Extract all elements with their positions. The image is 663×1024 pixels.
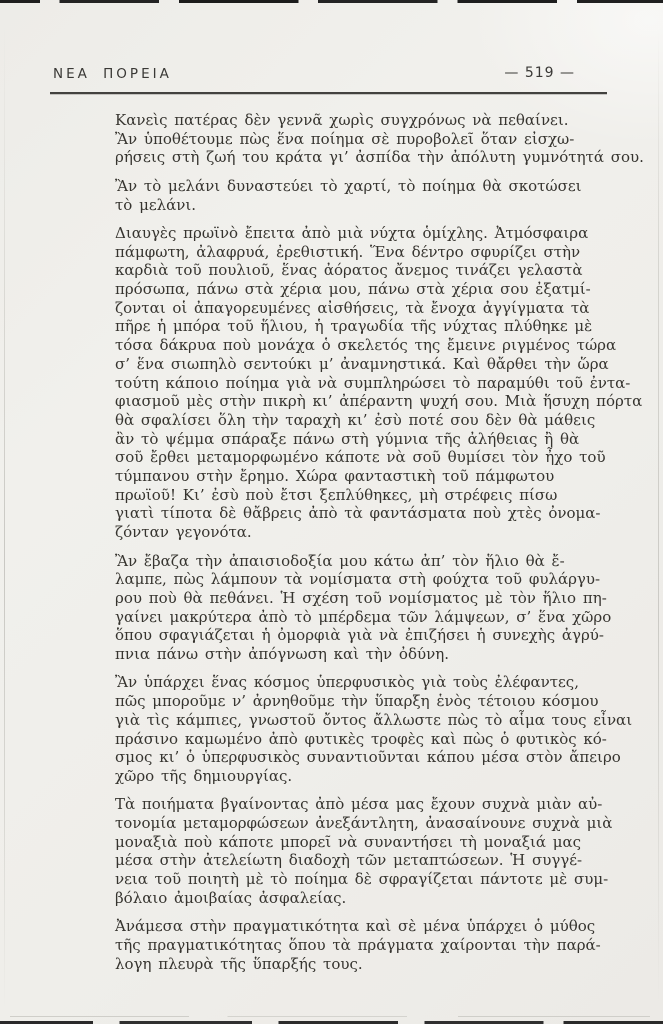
- text-line: λογη πλευρὰ τῆς ὕπαρξής τους.: [115, 954, 363, 973]
- text-line: θὰ σφαλίσει ὅλη τὴν ταραχὴ κι’ ἐσὺ ποτέ σου δὲν θὰ μάθεις: [115, 410, 596, 429]
- paragraph: [115, 224, 643, 542]
- paragraph: [115, 673, 633, 785]
- text-line: ρήσεις στὴ ζωή του κράτα γι’ ἀσπίδα τὴν ἀπόλυτη γυμνότητά σου.: [115, 148, 644, 167]
- text-line: μοναξιὰ ποὺ κάποτε μπορεῖ νὰ συναντήσει τὴ μοναξιά μας: [115, 832, 582, 851]
- text-line: μέσα στὴν ἀτελείωτη διαδοχὴ τῶν μεταπτώσεων. Ἡ συγγέ-: [115, 851, 583, 870]
- text-line: Τὰ ποιήματα βγαίνοντας ἀπὸ μέσα μας ἔχουν συχνὰ μιὰν αὐ-: [115, 795, 603, 814]
- text-line: γιατὶ τίποτα δὲ θἄβρεις ἀπὸ τὰ φαντάσματα ποὺ χτὲς ὀνομα-: [115, 504, 601, 523]
- text-line: πάμφωτη, ἀλαφρυά, ἐρεθιστική. Ἕνα δέντρο σφυρίζει στὴν: [115, 242, 581, 261]
- paragraph: [115, 177, 615, 214]
- journal-title: ΝΕΑ ΠΟΡΕΙΑ: [53, 66, 172, 82]
- text-line: ἂν τὸ ψέμμα σπάραξε πάνω στὴ γύμνια τῆς ἀλήθειας ἢ θὰ: [115, 429, 580, 448]
- text-line: πράσινο καμωμένο ἀπὸ φυτικὲς τροφὲς καὶ πὼς ὁ φυτικὸς κό-: [115, 729, 607, 748]
- text-line: σ’ ἕνα σιωπηλὸ σεντούκι μ’ ἀναμνηστικά. Καὶ θἄρθει τὴν ὥρα: [115, 354, 609, 373]
- scan-edge-bottom-faint: [10, 1016, 650, 1017]
- text-line: γαίνει μακρύτερα ἀπὸ τὸ μπέρδεμα τῶν λάμψεων, σ’ ἕνα χῶρο: [115, 607, 612, 626]
- text-line: φιασμοῦ μὲς στὴν πικρὴ κι’ ἀπέραντη ψυχή σου. Μιὰ ἥσυχη πόρτα: [115, 392, 643, 411]
- text-line: ρου ποὺ θὰ πεθάνει. Ἡ σχέση τοῦ νομίσματος μὲ τὸν ἥλιο πη-: [115, 588, 607, 607]
- text-line: σοῦ ἔρθει μεταμορφωμένο κάποτε νὰ σοῦ θυμίσει τὸν ἦχο τοῦ: [115, 448, 606, 467]
- text-line: γιὰ τὶς κάμπιες, γνωστοῦ ὄντος ἄλλωστε πὼς τὸ αἷμα τους εἶναι: [115, 710, 633, 729]
- paragraph: [115, 917, 615, 973]
- text-line: σμος κι’ ὁ ὑπερφυσικὸς συναντιοῦνται κάπου μέσα στὸν ἄπειρο: [115, 748, 621, 767]
- text-line: Ἀνάμεσα στὴν πραγματικότητα καὶ σὲ μένα ὑπάρχει ὁ μύθος: [115, 917, 596, 936]
- text-line: τονομία μεταμορφώσεων ἀνεξάντλητη, ἀνασαίνουνε συχνὰ μιὰ: [115, 814, 613, 833]
- text-line: πνια πάνω στὴν ἀπόγνωση καὶ τὴν ὀδύνη.: [115, 644, 449, 663]
- text-line: καρδιὰ τοῦ πουλιοῦ, ἕνας ἀόρατος ἄνεμος τινάζει γελαστὰ: [115, 261, 583, 280]
- text-line: τόσα δάκρυα ποὺ μονάχα ὁ σκελετός της ἔμεινε ριγμένος τώρα: [115, 336, 617, 355]
- scan-edge-top: [0, 0, 663, 3]
- text-line: Διαυγὲς πρωϊνὸ ἔπειτα ἀπὸ μιὰ νύχτα ὁμίχλης. Ἀτμόσφαιρα: [115, 224, 589, 243]
- page-number: — 519 —: [504, 65, 575, 81]
- text-line: χῶρο τῆς δημιουργίας.: [115, 766, 293, 785]
- header-rule: [50, 92, 607, 94]
- paragraph: [115, 795, 615, 907]
- text-line: τύμπανου στὴν ἔρημο. Χώρα φανταστικὴ τοῦ πάμφωτου: [115, 466, 555, 485]
- scan-edge-left: [4, 20, 5, 1010]
- text-line: πρόσωπα, πάνω στὰ χέρια μου, πάνω στὰ χέρια σου ἐξατμί-: [115, 280, 591, 299]
- text-line: Ἂν τὸ μελάνι δυναστεύει τὸ χαρτί, τὸ ποίημα θὰ σκοτώσει: [115, 176, 582, 195]
- text-line: Ἂν ὑπάρχει ἕνας κόσμος ὑπερφυσικὸς γιὰ τοὺς ἐλέφαντες,: [115, 673, 579, 692]
- text-line: Ἂν ἔβαζα τὴν ἀπαισιοδοξία μου κάτω ἀπ’ τὸν ἥλιο θὰ ἔ-: [115, 551, 565, 570]
- text-line: βόλαιο ἀμοιβαίας ἀσφαλείας.: [115, 888, 347, 907]
- text-line: πρωϊοῦ! Κι’ ἐσὺ ποὺ ἔτσι ξεπλύθηκες, μὴ στρέφεις πίσω: [115, 485, 558, 504]
- paragraph: [115, 111, 644, 167]
- text-line: λαμπε, πὼς λάμπουν τὰ νομίσματα στὴ φούχτα τοῦ φυλάργυ-: [115, 570, 601, 589]
- text-line: Κανεὶς πατέρας δὲν γεννᾶ χωρὶς συγχρόνως νὰ πεθαίνει.: [115, 111, 569, 129]
- text-line: ὅπου σφαγιάζεται ἡ ὀμορφιὰ γιὰ νὰ ἐπιζήσει ἡ συνεχὴς ἀγρύ-: [115, 626, 604, 645]
- scan-edge-right: [658, 30, 659, 1010]
- text-line: νεια τοῦ ποιητὴ μὲ τὸ ποίημα δὲ σφραγίζεται πάντοτε μὲ συμ-: [115, 870, 609, 889]
- paragraph: [115, 552, 615, 664]
- text-line: τῆς πραγματικότητας ὅπου τὰ πράγματα χαίρονται τὴν παρά-: [115, 935, 601, 954]
- text-line: πῆρε ἡ μπόρα τοῦ ἥλιου, ἡ τραγωδία τῆς νύχτας πλύθηκε μὲ: [115, 317, 593, 336]
- text-line: Ἂν ὑποθέτουμε πὼς ἕνα ποίημα σὲ πυροβολεῖ ὅταν εἰσχω-: [115, 129, 575, 148]
- body-text: [115, 111, 644, 983]
- text-line: τὸ μελάνι.: [115, 195, 197, 214]
- text-line: ζόνταν γεγονότα.: [115, 523, 252, 542]
- text-line: τούτη κάποιο ποίημα γιὰ νὰ συμπληρώσει τὸ παραμύθι τοῦ ἐντα-: [115, 373, 631, 392]
- text-line: ζονται οἱ ἀπαγορευμένες αἰσθήσεις, τὰ ἔνοχα ἀγγίγματα τὰ: [115, 298, 590, 317]
- text-line: πῶς μποροῦμε ν’ ἀρνηθοῦμε τὴν ὕπαρξη ἑνὸς τέτοιου κόσμου: [115, 692, 599, 711]
